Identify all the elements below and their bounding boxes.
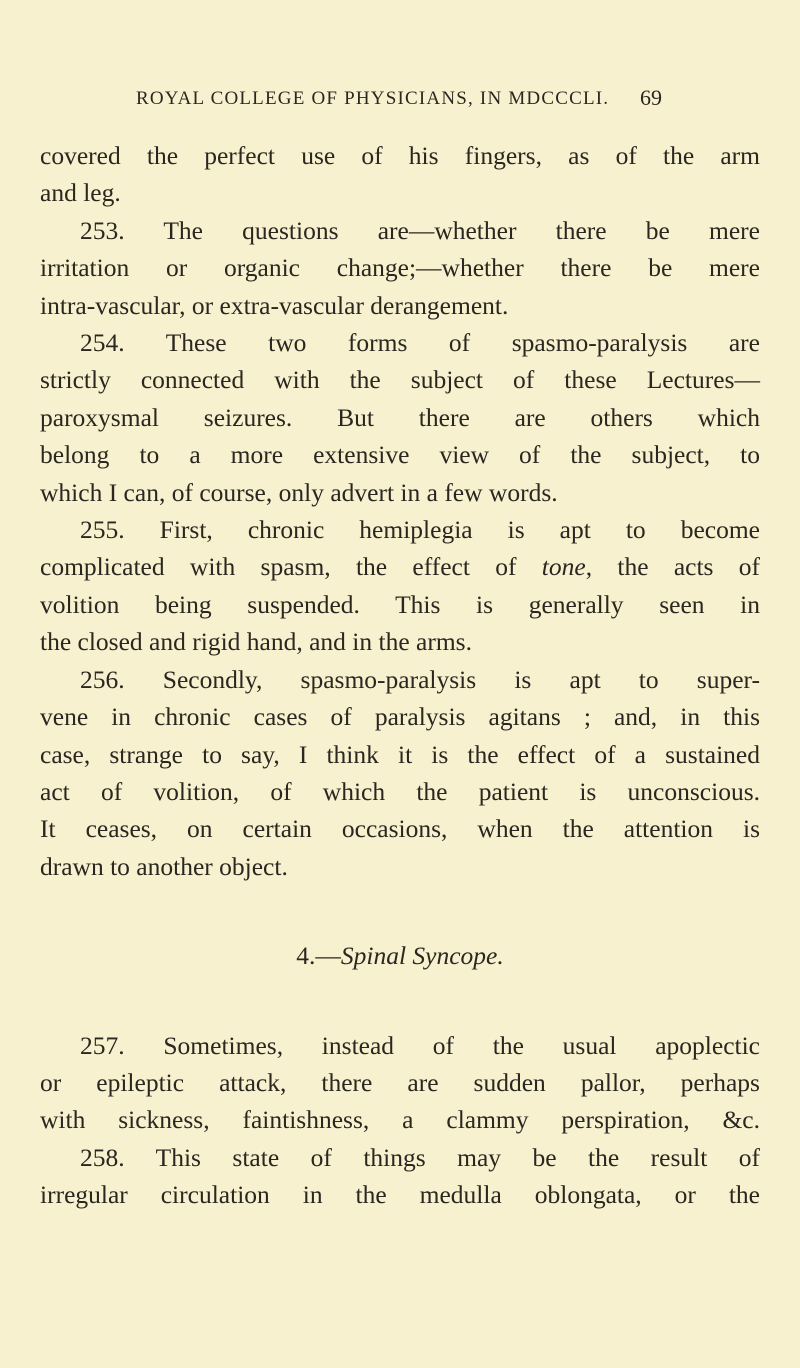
text-line: paroxysmal seizures. But there are others which: [40, 402, 760, 432]
text-segment: complicated with spasm, the effect of: [40, 552, 542, 582]
text-line: 254. These two forms of spasmo-paralysis are: [80, 328, 760, 358]
italic-word: tone: [541, 552, 586, 582]
text-line: volition being suspended. This is generally seen in: [40, 589, 760, 619]
text-line: 253. The questions are—whether there be mere: [80, 215, 760, 245]
section-heading: [40, 937, 760, 974]
text-line: act of volition, of which the patient is unconscious.: [40, 776, 760, 806]
text-line: strictly connected with the subject of these Lectures—: [40, 365, 760, 395]
paragraph-continuation: [40, 137, 760, 212]
text-line: and leg.: [40, 178, 121, 208]
body-text: [40, 137, 760, 1214]
paragraph-258: [40, 1139, 760, 1214]
text-line: 257. Sometimes, instead of the usual apoplectic: [80, 1030, 760, 1060]
section-title: Spinal Syncope.: [340, 941, 504, 971]
page-number: 69: [640, 85, 662, 110]
text-line: which I can, of course, only advert in a few words.: [40, 477, 558, 507]
paragraph-257: [40, 1027, 760, 1139]
text-line: covered the perfect use of his fingers, as of the arm: [40, 141, 760, 170]
text-line: 256. Secondly, spasmo-paralysis is apt to super-: [80, 664, 760, 694]
text-line: the closed and rigid hand, and in the arms.: [40, 627, 472, 657]
text-line: belong to a more extensive view of the subject, to: [40, 440, 760, 470]
text-line: 255. First, chronic hemiplegia is apt to become: [80, 515, 760, 545]
paragraph-253: [40, 212, 760, 324]
text-line: irritation or organic change;—whether there be mere: [40, 253, 760, 283]
text-line: vene in chronic cases of paralysis agitans ; and, in this: [40, 702, 760, 732]
text-line: [40, 548, 760, 585]
paragraph-256: [40, 661, 760, 885]
section-number: 4.—: [296, 941, 341, 971]
text-line: irregular circulation in the medulla oblongata, or the: [40, 1180, 760, 1210]
running-title: ROYAL COLLEGE OF PHYSICIANS, IN MDCCCLI.: [136, 88, 610, 109]
text-line: intra-vascular, or extra-vascular derangement.: [40, 290, 509, 320]
text-line: case, strange to say, I think it is the effect of a sustained: [40, 739, 760, 769]
paragraph-254: [40, 324, 760, 511]
text-line: 258. This state of things may be the result of: [80, 1142, 760, 1172]
text-line: with sickness, faintishness, a clammy perspiration, &c.: [40, 1105, 760, 1135]
text-segment: , the acts of: [585, 552, 760, 582]
text-line: drawn to another object.: [40, 851, 288, 881]
paragraph-255: [40, 511, 760, 661]
running-head: [0, 85, 800, 118]
text-line: It ceases, on certain occasions, when the attention is: [40, 814, 760, 844]
text-line: or epileptic attack, there are sudden pallor, perhaps: [40, 1067, 760, 1097]
